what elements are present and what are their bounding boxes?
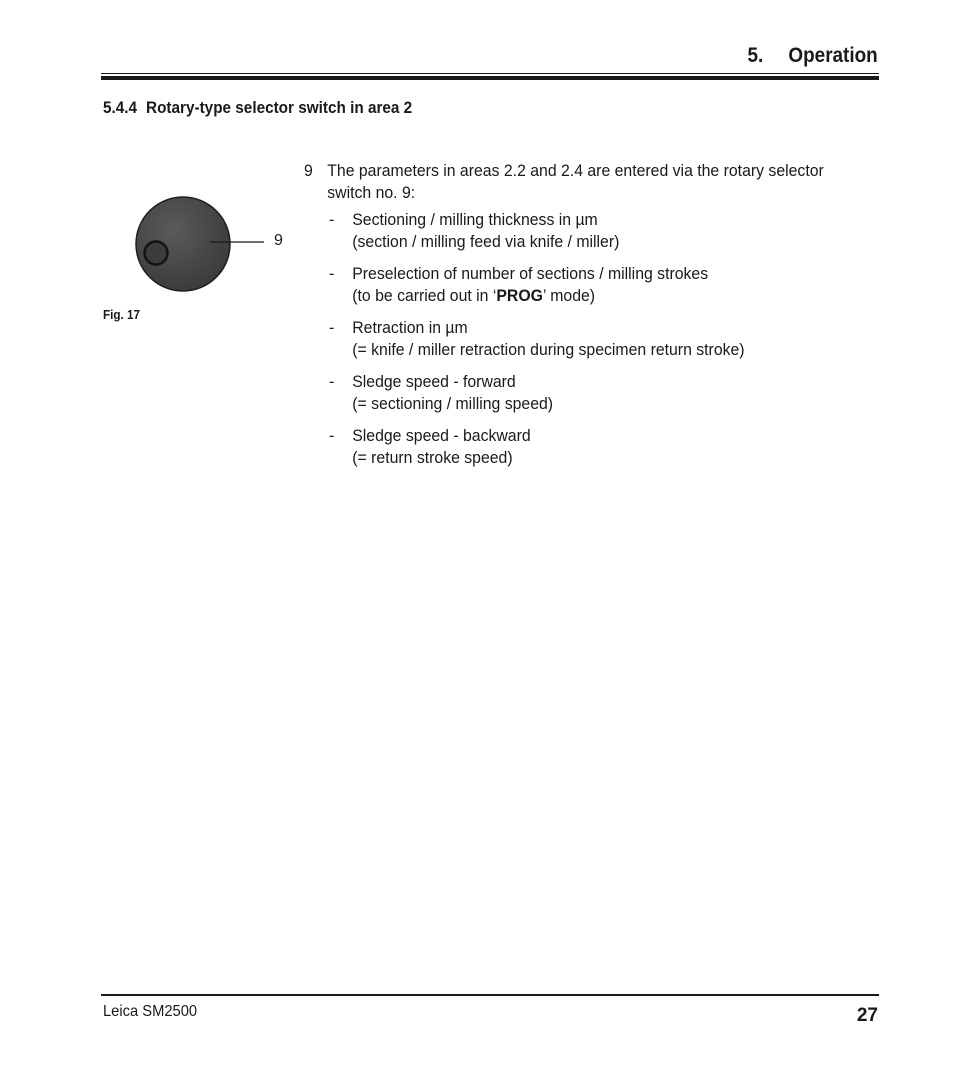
list-item: [329, 371, 864, 415]
section-number: 5.4.4: [103, 98, 138, 117]
list-item-line-2: (= knife / miller retraction during specimen return stroke): [352, 340, 745, 359]
intro-line-2: switch no. 9:: [327, 183, 416, 202]
list-item: [329, 263, 864, 307]
figure-caption: Fig. 17: [103, 307, 141, 322]
list-dash: -: [329, 210, 335, 229]
prog-mode-label: PROG: [496, 286, 543, 305]
footer-rule: [101, 994, 879, 996]
list-item-line-2: (= return stroke speed): [352, 448, 513, 467]
intro-paragraph: [304, 160, 862, 204]
list-dash: -: [329, 264, 335, 283]
list-item-line-2-pre: (to be carried out in ‘: [352, 286, 497, 305]
list-dash: -: [329, 426, 335, 445]
section-title: Rotary-type selector switch in area 2: [146, 98, 413, 117]
list-item-line-1: Sectioning / milling thickness in µm: [352, 210, 598, 229]
list-item-line-1: Preselection of number of sections / milling strokes: [352, 264, 709, 283]
list-item-line-2: (= sectioning / milling speed): [352, 394, 554, 413]
knob-indicator-recess: [145, 242, 168, 265]
callout-label: 9: [274, 232, 283, 249]
page-number: 27: [856, 1005, 878, 1026]
chapter-title: [748, 44, 878, 68]
figure-rotary-selector-switch: [130, 192, 290, 300]
parameter-list: [329, 209, 904, 469]
body-text: [304, 160, 904, 479]
intro-marker: 9: [304, 161, 313, 180]
list-item: [329, 209, 864, 253]
chapter-number: 5.: [747, 44, 764, 67]
chapter-name: Operation: [788, 44, 878, 67]
section-heading: [103, 98, 412, 118]
list-item-line-2-post: ’ mode): [542, 286, 596, 305]
list-item-line-1: Retraction in µm: [352, 318, 468, 337]
list-dash: -: [329, 372, 335, 391]
intro-line-1: The parameters in areas 2.2 and 2.4 are entered via the rotary selector: [327, 161, 824, 180]
header-rule-thin: [101, 73, 879, 74]
list-item-line-2: [352, 285, 708, 307]
header-rule-thick: [101, 76, 879, 80]
list-item-line-1: Sledge speed - backward: [352, 426, 531, 445]
list-item: [329, 317, 864, 361]
list-item: [329, 425, 864, 469]
list-dash: -: [329, 318, 335, 337]
rotary-switch-illustration: [130, 192, 290, 300]
list-item-line-2: (section / milling feed via knife / miller): [352, 232, 620, 251]
footer-product-name: Leica SM2500: [103, 1003, 198, 1020]
list-item-line-1: Sledge speed - forward: [352, 372, 516, 391]
